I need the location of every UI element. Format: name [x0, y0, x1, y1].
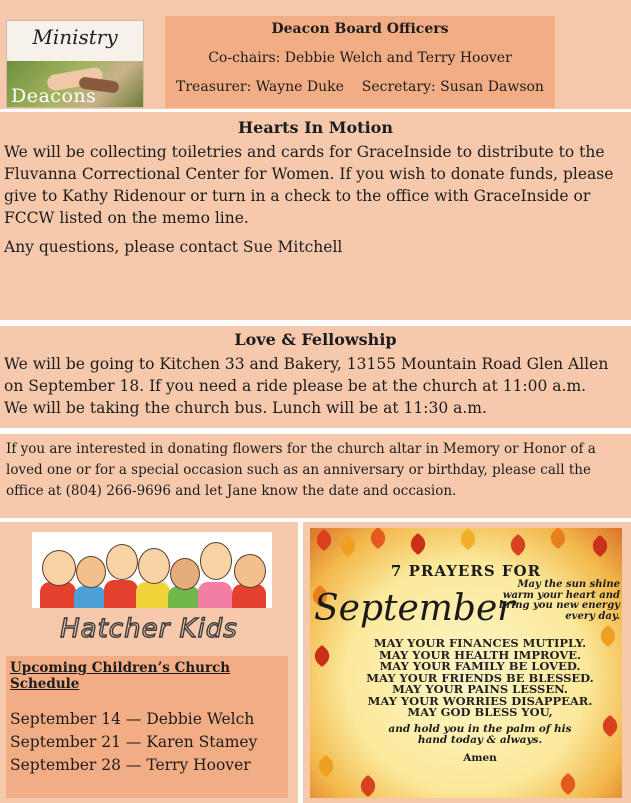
intro-line: every day. — [565, 610, 620, 622]
officers-section — [0, 0, 631, 112]
hearts-in-motion-section — [0, 112, 631, 320]
childrens-church-schedule — [6, 656, 288, 798]
cochairs-line: Co-chairs: Debbie Welch and Terry Hoover — [208, 50, 512, 66]
hearts-body: We will be collecting toiletries and cards for GraceInside to distribute to the Fluvanna Correctional Center for Women. If you wish to donate funds, please give to Kathy Ridenour or turn in a check to the office with GraceInside or FCCW listed on the memo line. — [4, 143, 614, 227]
altar-flowers-section — [0, 434, 631, 518]
intro-line: May the sun shine — [517, 579, 620, 590]
ministry-deacons-logo — [6, 20, 144, 108]
officers-box — [165, 16, 555, 108]
month-script: September — [314, 588, 515, 629]
prayer-line: MAY GOD BLESS YOU, — [407, 705, 553, 719]
seven-prayers-image — [310, 528, 622, 798]
closing-line: hand today & always. — [417, 734, 543, 746]
intro-line: warm your heart and — [502, 589, 620, 601]
hatcher-kids-section — [0, 522, 298, 803]
treasurer-secretary-line: Treasurer: Wayne Duke Secretary: Susan Dawson — [176, 79, 544, 95]
prayer-line: MAY YOUR WORRIES DISAPPEAR. — [367, 693, 593, 708]
flowers-text: If you are interested in donating flowers for the church altar in Memory or Honor of a loved one or for a special occasion such as an anniversary or birthday, please call the office at (804) 266-9696 and let Jane know the date and occasion. — [6, 441, 596, 499]
love-title: Love & Fellowship — [234, 330, 397, 349]
schedule-title: Upcoming Children’s Church Schedule — [10, 660, 231, 692]
prayer-line: MAY YOUR FAMILY BE LOVED. — [379, 659, 581, 673]
hatcher-kids-logo: Hatcher Kids — [60, 614, 238, 644]
officers-title: Deacon Board Officers — [271, 21, 449, 37]
prayer-line: MAY YOUR FRIENDS BE BLESSED. — [366, 670, 594, 685]
amen: Amen — [463, 752, 497, 764]
love-line1: We will be going to Kitchen 33 and Bakery, 13155 Mountain Road Glen Allen on September 18. If you need a ride please be at the church at 11:00 a.m. — [4, 355, 609, 395]
prayer-line: MAY YOUR HEALTH IMPROVE. — [378, 647, 582, 662]
schedule-row: September 28 — Terry Hoover — [10, 756, 251, 774]
love-line2: We will be taking the church bus. Lunch will be at 11:30 a.m. — [4, 399, 487, 417]
logo-script: Ministry — [32, 25, 118, 49]
prayers-heading: 7 PRAYERS FOR — [390, 562, 542, 580]
kids-illustration — [32, 532, 272, 608]
hearts-contact: Any questions, please contact Sue Mitchell — [4, 238, 343, 256]
prayer-line: MAY YOUR PAINS LESSEN. — [392, 682, 568, 696]
prayer-line: MAY YOUR FINANCES MUTIPLY. — [373, 636, 587, 650]
closing-line: and hold you in the palm of his — [388, 723, 572, 735]
prayers-section — [303, 522, 631, 803]
hearts-title: Hearts In Motion — [238, 118, 393, 137]
intro-line: bring you new energy — [499, 600, 620, 611]
schedule-row: September 21 — Karen Stamey — [10, 733, 258, 751]
logo-word: Deacons — [11, 85, 97, 107]
schedule-row: September 14 — Debbie Welch — [10, 710, 255, 728]
love-fellowship-section — [0, 326, 631, 428]
